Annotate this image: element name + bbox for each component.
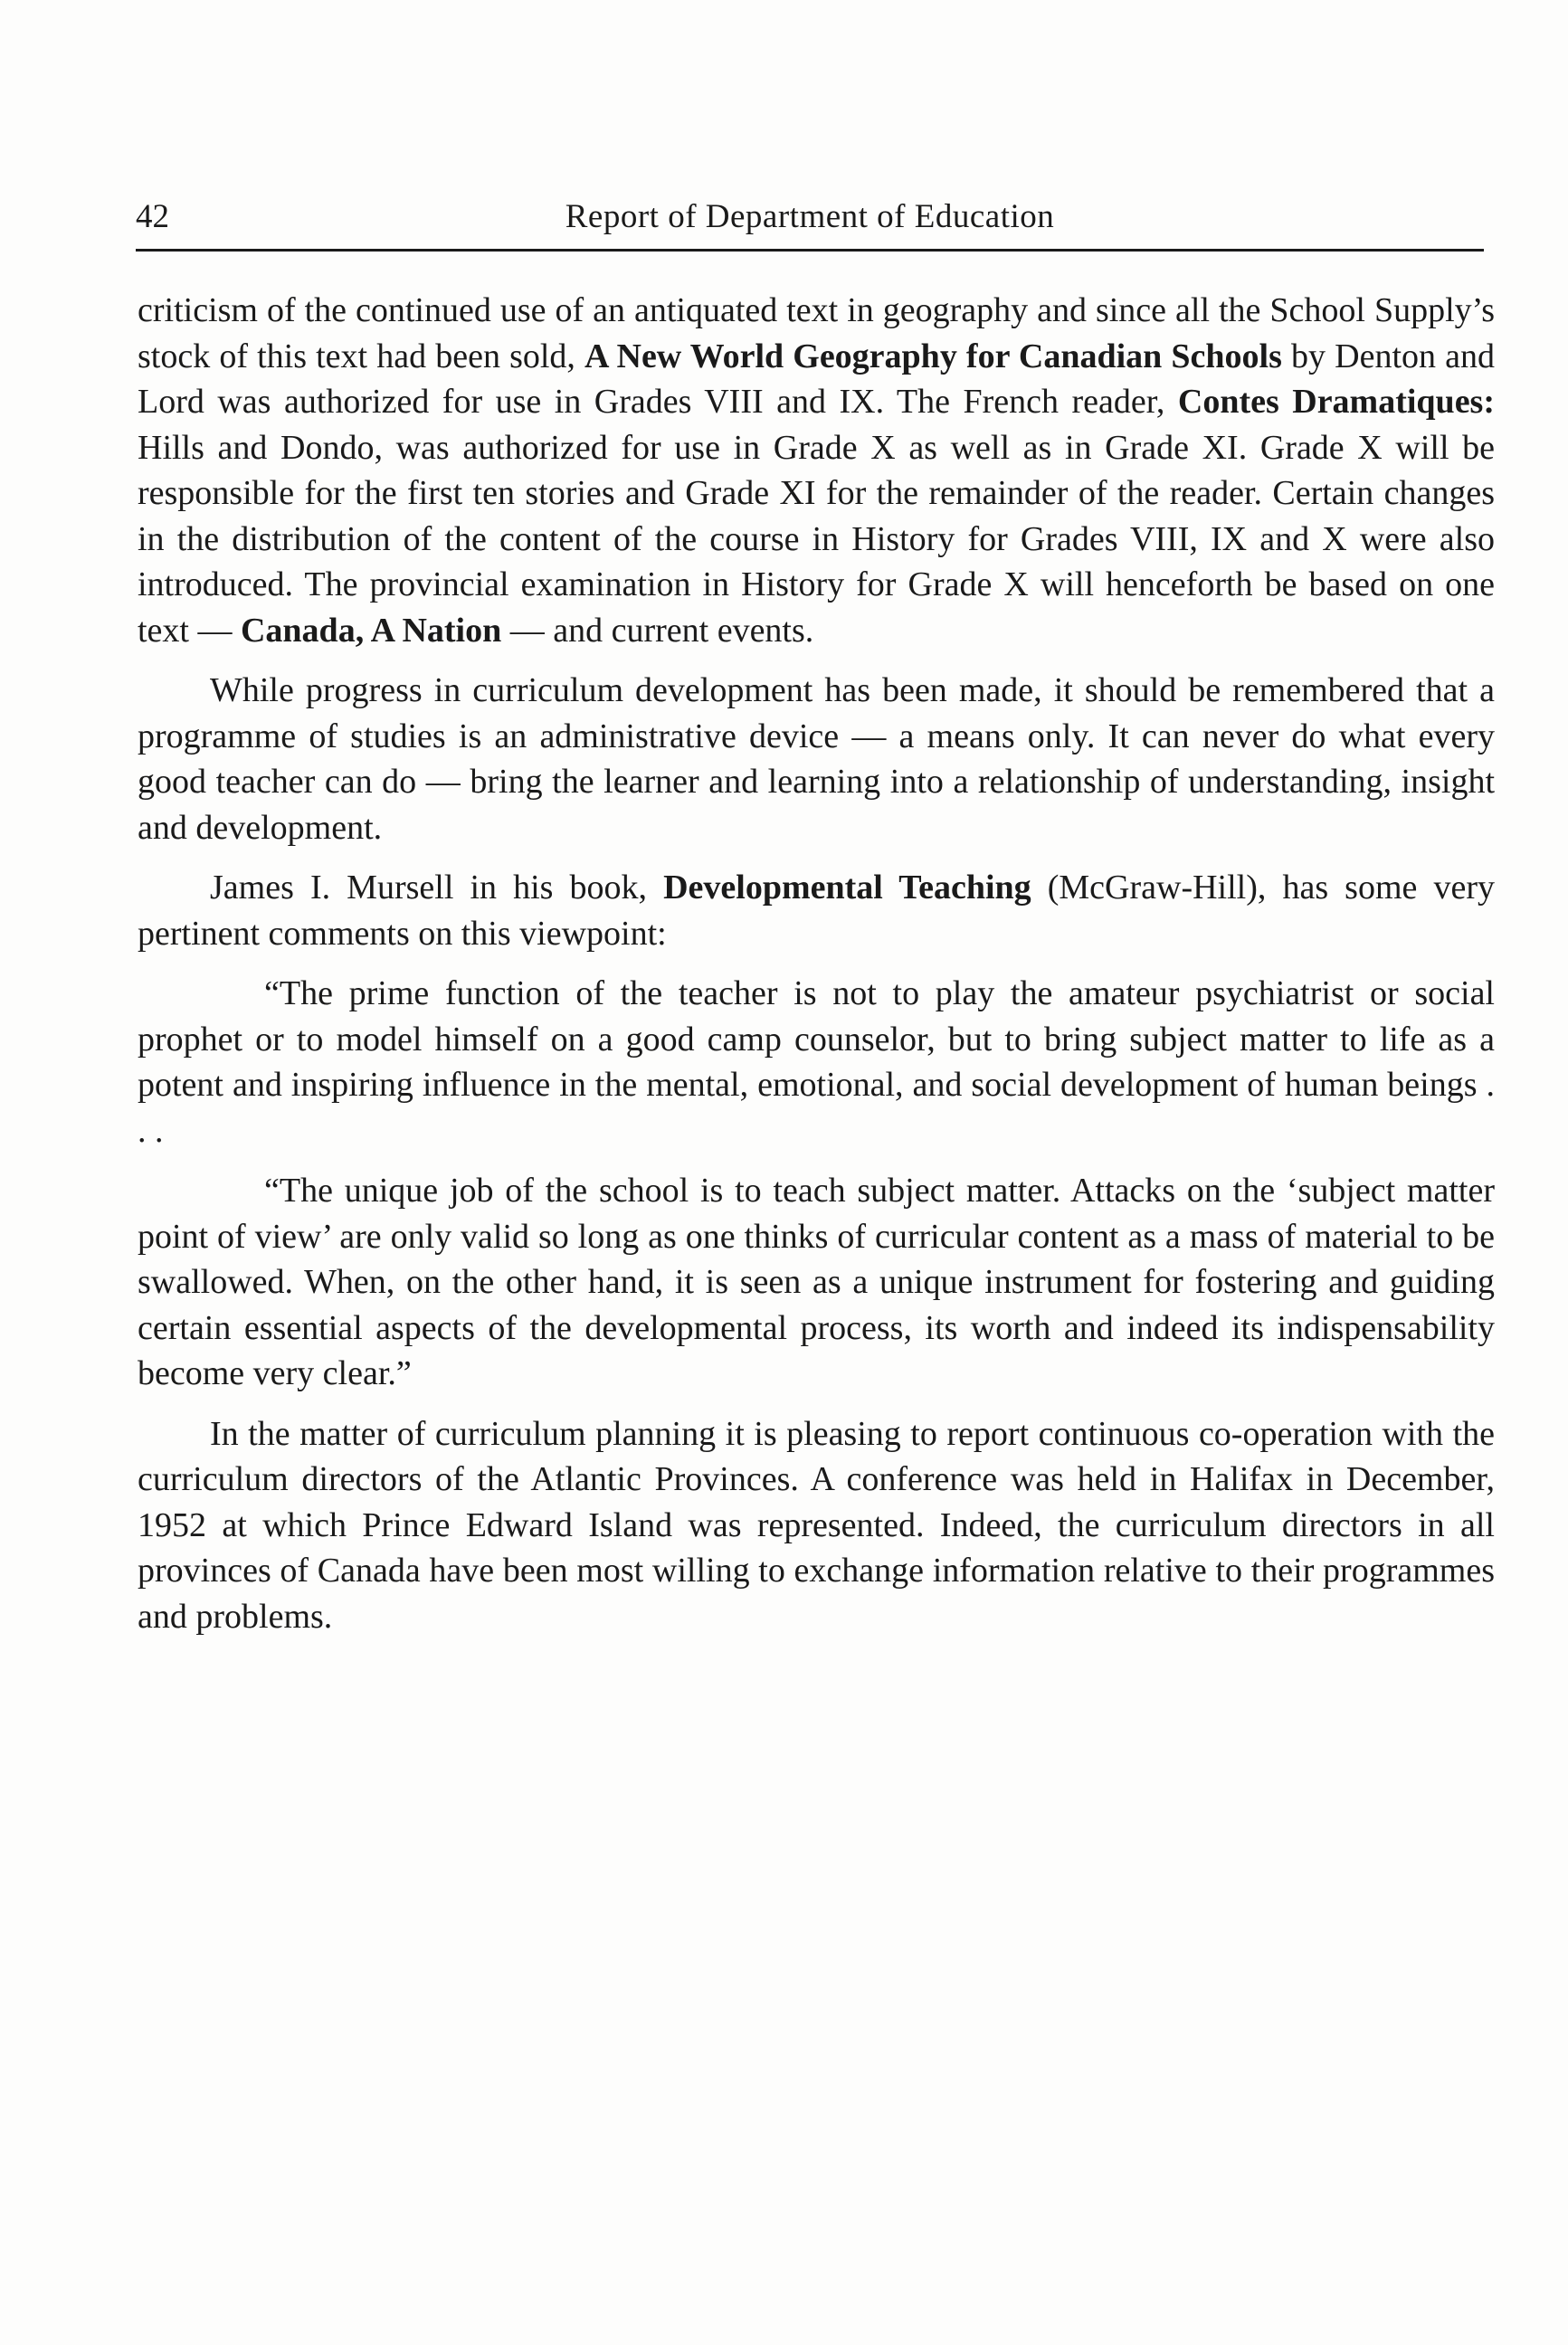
body-text [138, 288, 1495, 1654]
book-title-new-world-geography: A New World Geography for Canadian Schools [584, 337, 1282, 375]
page-number: 42 [136, 198, 169, 235]
paragraph-3-text-2: (McGraw-Hill), has some very pertinent comments on this viewpoint: [138, 869, 1495, 953]
paragraph-1 [138, 288, 1495, 653]
paragraph-3-text-1: James I. Mursell in his book, [210, 869, 664, 907]
page-header [136, 190, 1484, 244]
paragraph-4: In the matter of curriculum planning it is pleasing to report continuous co-operation with the curriculum directors of the Atlantic Provinces. A conference was held in Halifax in December, 1952 at which Prince Edward Island was represented. Indeed, the curriculum directors in all provinces of Canada have been most willing to exchange information relative to their programmes and problems. [138, 1414, 1495, 1636]
paragraph-1-text-3: Hills and Dondo, was authorized for use in Grade X as well as in Grade XI. Grade X will be responsible for the first ten stories and Grade XI for the remainder of the reader. Certain changes in the distribution of the content of the course in History for Grades VIII, IX and X were also introduced. The provincial examination in History for Grade X will henceforth be based on one text — [138, 428, 1495, 650]
paragraph-1-text-1: criticism of the continued use of an antiquated text in geography and since all the School Supply’s stock of this text had been sold, [138, 291, 1495, 375]
running-head: Report of Department of Education [565, 198, 1055, 235]
paragraph-2: While progress in curriculum development has been made, it should be remembered that a programme of studies is an administrative device — a means only. It can never do what every good teacher can do — bring the learner and learning into a relationship of understanding, insight and development. [138, 671, 1495, 847]
quotation-1: “The prime function of the teacher is not to play the amateur psychiatrist or social prophet or to model himself on a good camp counselor, but to bring subject matter to life as a potent and inspiring influence in the mental, emotional, and social development of human beings . . . [138, 974, 1495, 1150]
paragraph-1-text-4: — and current events. [501, 611, 814, 650]
header-rule [136, 249, 1484, 252]
book-title-contes-dramatiques: Contes Dramatiques: [1177, 383, 1496, 421]
book-title-canada-a-nation: Canada, A Nation [240, 611, 502, 650]
paragraph-3 [138, 865, 1495, 956]
book-title-developmental-teaching: Developmental Teaching [663, 869, 1031, 907]
quotation-2: “The unique job of the school is to teach subject matter. Attacks on the ‘subject matter point of view’ are only valid so long as one thinks of curricular content as a mass of material to be swallowed. When, on the other hand, it is seen as a unique instrument for fostering and guiding certain essential aspects of the developmental process, its worth and indeed its indispensability become very clear.” [138, 1172, 1495, 1392]
paragraph-1-text-2: by Denton and Lord was authorized for use in Grades VIII and IX. The French reader, [138, 337, 1495, 421]
